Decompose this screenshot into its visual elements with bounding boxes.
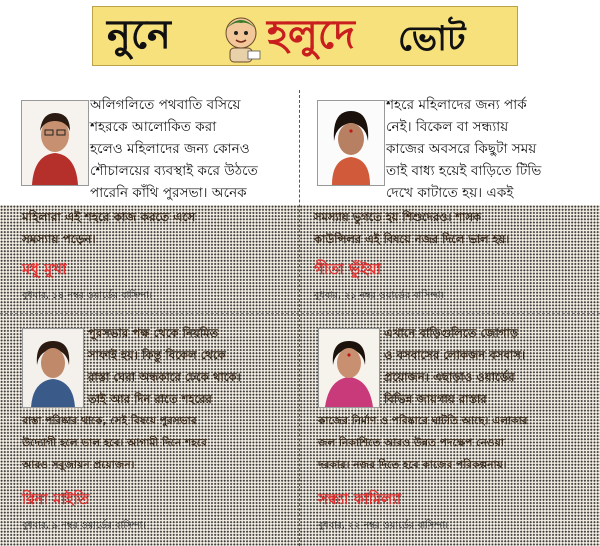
card2-caption: বুধবার, ২১ নম্বর ওয়ার্ডের বাসিন্দা। [314, 290, 445, 301]
card1-name: মধু মুখা [22, 260, 67, 278]
card3-name: রিনা মাইতি [22, 490, 90, 508]
portrait-photo-4 [318, 328, 380, 408]
card3-caption: বুধবার, ৯ নম্বর ওয়ার্ডের বাসিন্দা। [22, 520, 146, 531]
card1-caption: বুধবার, ১৪ নম্বর ওয়ার্ডের বাসিন্দা। [22, 290, 152, 301]
banner-word-3: ভোট [398, 19, 466, 59]
row-divider [0, 313, 600, 314]
column-divider [299, 90, 300, 546]
card4-text-full: কাজের নির্মাণ ও পরিষ্কারে ঘাটতি আছে। এলাকার জল নিকাশিতে আরও উন্নত পদক্ষেপ নেওয়া দরকার। নজর দিতে হবে কাজের পরিকল্পনায়। [318, 415, 528, 471]
banner-word-2: হলুদে [267, 12, 355, 58]
portrait-photo-2 [317, 100, 385, 186]
card3-text-full: রাস্তা পরিষ্কার থাকে, সেই বিষয়ে পুরসভার উদ্যোগী হলে ভাল হবে। আগামী দিনে শহরে আরও সবুজায়ন প্রয়োজন। [22, 415, 207, 471]
card4-text-wrap: এখানে বাড়িগুলিতে জোগাড় ও বসবাসের লোকজন বসবাস। প্রয়োজন। এছাড়াও ওয়ার্ডের বিভিন্ন জায়গায় রাস্তার [384, 326, 526, 406]
portrait-photo-1 [21, 100, 89, 186]
card1-text-top: অলিগলিতে পথবাতি বসিয়ে শহরকে আলোকিত করা হলেও মহিলাদের জন্য কোনও শৌচালয়ের ব্যবস্থাই করে উঠতে পারেনি কাঁথি পুরসভা। অনেক [90, 97, 258, 201]
card4-name: সন্ধ্যা কামিল্যা [318, 490, 402, 508]
portrait-photo-3 [22, 328, 84, 408]
cartoon-boy-mascot-icon [218, 13, 264, 63]
card2-text-bottom: সমস্যায় ভুগতে হয় শিশুদেরও। শাসক কাউন্সিলর এই বিষয়ে নজর দিলে ভাল হয়। [314, 210, 510, 246]
card4-caption: বুধবার, ২২ নম্বর ওয়ার্ডের বাসিন্দা। [318, 520, 449, 531]
column-banner [92, 6, 518, 66]
banner-word-1: নুনে [107, 12, 171, 58]
card2-name: গীতা ভুঁইয়া [314, 260, 382, 278]
card2-text-top: শহরে মহিলাদের জন্য পার্ক নেই। বিকেল বা সন্ধ্যায় কাজের অবসরে কিছুটা সময় তাই বাধ্য হয়েই বাড়িতে টিভি দেখে কাটাতে হয়। একই [386, 97, 542, 201]
card1-text-bottom: মহিলারা এই শহরে কাজ করতে এসে সমস্যায় পড়েন। [22, 210, 196, 246]
card3-text-wrap: পুরসভার পক্ষ থেকে নিয়মিত সাফাই হয়। কিন্তু বিকেল থেকে রাস্তা ঘেরা অন্ধকারে ঢেকে থাকে। তাই আর দিন রাতে শহরের [88, 326, 241, 406]
